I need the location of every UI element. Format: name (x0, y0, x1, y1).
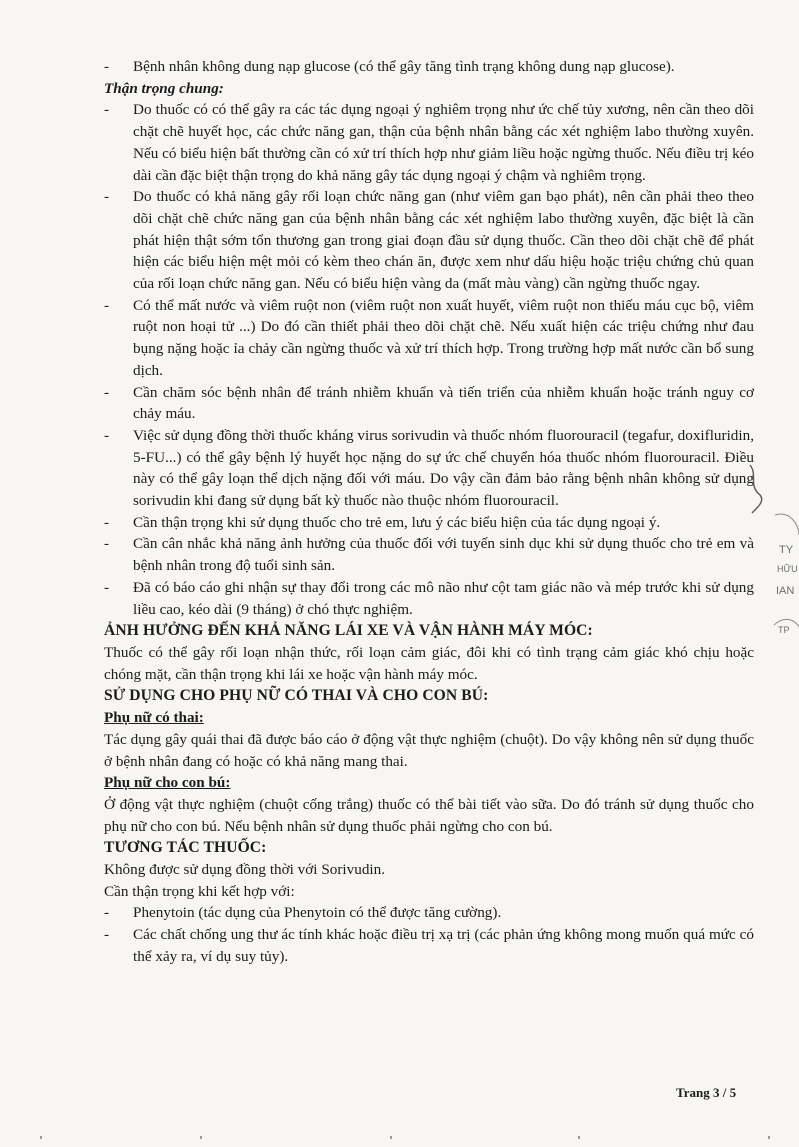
stamp-text: HỮU (777, 564, 798, 574)
list-item (104, 924, 754, 967)
paragraph-text: Việc sử dụng đồng thời thuốc kháng virus sorivudin và thuốc nhóm fluorouracil (tegafur, doxifluridin, 5-FU...) có thể gây bệnh lý huyết học nặng do sự ức chế chuyển hóa thuốc nhóm fluorouracil. Điều này có thể gây loạn thể dịch nặng đối với máu. Do vậy cần đảm bảo rằng bệnh nhân không sử dụng sorivudin khi đang sử dụng bất kỳ thuốc nào thuộc nhóm fluorouracil. (133, 426, 754, 510)
paragraph-text: Do thuốc có khả năng gây rối loạn chức năng gan (như viêm gan bạo phát), nên cần phải theo theo dõi chặt chẽ chức năng gan của bệnh nhân bằng các xét nghiệm labo thường xuyên, đặc biệt là cần phát hiện thật sớm tổn thương gan trong giai đoạn đầu sử dụng thuốc. Cần theo dõi chặt chẽ để phát hiện các biểu hiện mệt mỏi có kèm theo chán ăn, được xem như dấu hiệu hoặc triệu chứng chủ quan của rối loạn chức năng gan. Nếu có biểu hiện vàng da (mất màu vàng) cần ngừng thuốc ngay. (133, 188, 754, 293)
scan-mark (768, 1136, 770, 1139)
paragraph-text: Cần thận trọng khi kết hợp với: (104, 882, 295, 900)
paragraph-text: Các chất chống ung thư ác tính khác hoặc điều trị xạ trị (các phản ứng không mong muốn quá mức có thể xảy ra, ví dụ suy tủy). (133, 926, 754, 965)
page-number: Trang 3 / 5 (676, 1085, 737, 1100)
bullet-dash: - (104, 535, 110, 553)
section-heading: SỬ DỤNG CHO PHỤ NỮ CÓ THAI VÀ CHO CON BÚ: (104, 687, 489, 705)
paragraph-text: Thuốc có thể gây rối loạn nhận thức, rối loạn cảm giác, đôi khi có tình trạng cảm giác khó chịu hoặc chóng mặt, cần thận trọng khi lái xe hoặc vận hành máy móc. (104, 643, 754, 683)
list-item (104, 425, 754, 512)
list-item (104, 56, 754, 78)
bullet-dash: - (104, 426, 110, 444)
list-item (104, 512, 754, 534)
list-item (104, 533, 754, 576)
paragraph-text: Cần cân nhắc khả năng ảnh hưởng của thuốc đối với tuyến sinh dục khi sử dụng thuốc cho trẻ em và bệnh nhân trong độ tuổi sinh sản. (133, 535, 754, 575)
bullet-dash: - (104, 904, 110, 922)
list-item (104, 382, 754, 425)
section-heading: Thận trọng chung: (104, 79, 224, 97)
list-item (104, 99, 754, 186)
bullet-dash: - (104, 188, 110, 206)
scan-mark (200, 1136, 202, 1139)
subsection-heading: Phụ nữ có thai: (104, 709, 204, 727)
list-item (104, 577, 754, 620)
bullet-dash: - (104, 513, 110, 531)
bullet-dash: - (104, 296, 110, 314)
stamp-text: TY (779, 544, 794, 556)
paragraph-text: Đã có báo cáo ghi nhận sự thay đổi trong các mô não như cột tam giác não và mép trước khi sử dụng liều cao, kéo dài (9 tháng) ở chó thực nghiệm. (133, 578, 754, 618)
section-heading: ẢNH HƯỞNG ĐẾN KHẢ NĂNG LÁI XE VÀ VẬN HÀNH MÁY MÓC: (104, 622, 593, 640)
paragraph-text: Do thuốc có có thể gây ra các tác dụng ngoại ý nghiêm trọng như ức chế tủy xương, nên cần theo dõi chặt chẽ huyết học, các chức năng gan, thận của bệnh nhân bằng các xét nghiệm labo thường xuyên. Nếu có biểu hiện bất thường cần có xử trí thích hợp như giảm liều hoặc ngừng thuốc. Nếu điều trị kéo dài cần đặc biệt thận trọng do khả năng gây tác dụng ngoại ý chậm và nghiêm trọng. (133, 101, 754, 184)
paragraph-text: Cần thận trọng khi sử dụng thuốc cho trẻ em, lưu ý các biểu hiện của tác dụng ngoại ý. (133, 513, 661, 531)
paragraph-text: Phenytoin (tác dụng của Phenytoin có thể được tăng cường). (133, 904, 502, 922)
bullet-dash: - (104, 101, 110, 119)
paragraph-text: Ở động vật thực nghiệm (chuột cống trắng) thuốc có thể bài tiết vào sữa. Do đó tránh sử dụng thuốc cho phụ nữ cho con bú. Nếu bệnh nhân sử dụng thuốc phải ngừng cho con bú. (104, 795, 754, 835)
document-body (104, 56, 754, 968)
list-item (104, 902, 754, 924)
subsection-heading: Phụ nữ cho con bú: (104, 774, 231, 792)
paragraph-text: Có thể mất nước và viêm ruột non (viêm ruột non xuất huyết, viêm ruột non thiếu máu cục bộ, viêm ruột non hoại tử ...) Do đó cần thiết phải theo dõi chặt chẽ. Nếu xuất hiện các triệu chứng như đau bụng nặng hoặc ỉa chảy cần ngừng thuốc và xử trí thích hợp. Trong trường hợp mất nước cần bổ sung dịch. (133, 296, 754, 379)
list-item (104, 186, 754, 295)
section-heading: TƯƠNG TÁC THUỐC: (104, 839, 267, 857)
bullet-dash: - (104, 578, 110, 596)
stamp-text: TP (778, 625, 790, 635)
paragraph-text: Bệnh nhân không dung nạp glucose (có thể gây tăng tình trạng không dung nạp glucose). (133, 58, 675, 75)
scan-mark (40, 1136, 42, 1139)
paragraph-text: Tác dụng gây quái thai đã được báo cáo ở động vật thực nghiệm (chuột). Do vậy không nên sử dụng thuốc ở bệnh nhân đang có hoặc có khả năng mang thai. (104, 730, 754, 770)
paragraph-text: Không được sử dụng đồng thời với Sorivudin. (104, 861, 386, 879)
stamp-text: IAN (776, 585, 795, 597)
list-item (104, 295, 754, 382)
paragraph-text: Cần chăm sóc bệnh nhân để tránh nhiễm khuẩn và tiến triển của nhiễm khuẩn hoặc tránh nguy cơ chảy máu. (133, 383, 754, 423)
scan-mark (578, 1136, 580, 1139)
bullet-dash: - (104, 383, 110, 401)
scan-mark (390, 1136, 392, 1139)
bullet-dash: - (104, 58, 110, 75)
bullet-dash: - (104, 926, 110, 944)
